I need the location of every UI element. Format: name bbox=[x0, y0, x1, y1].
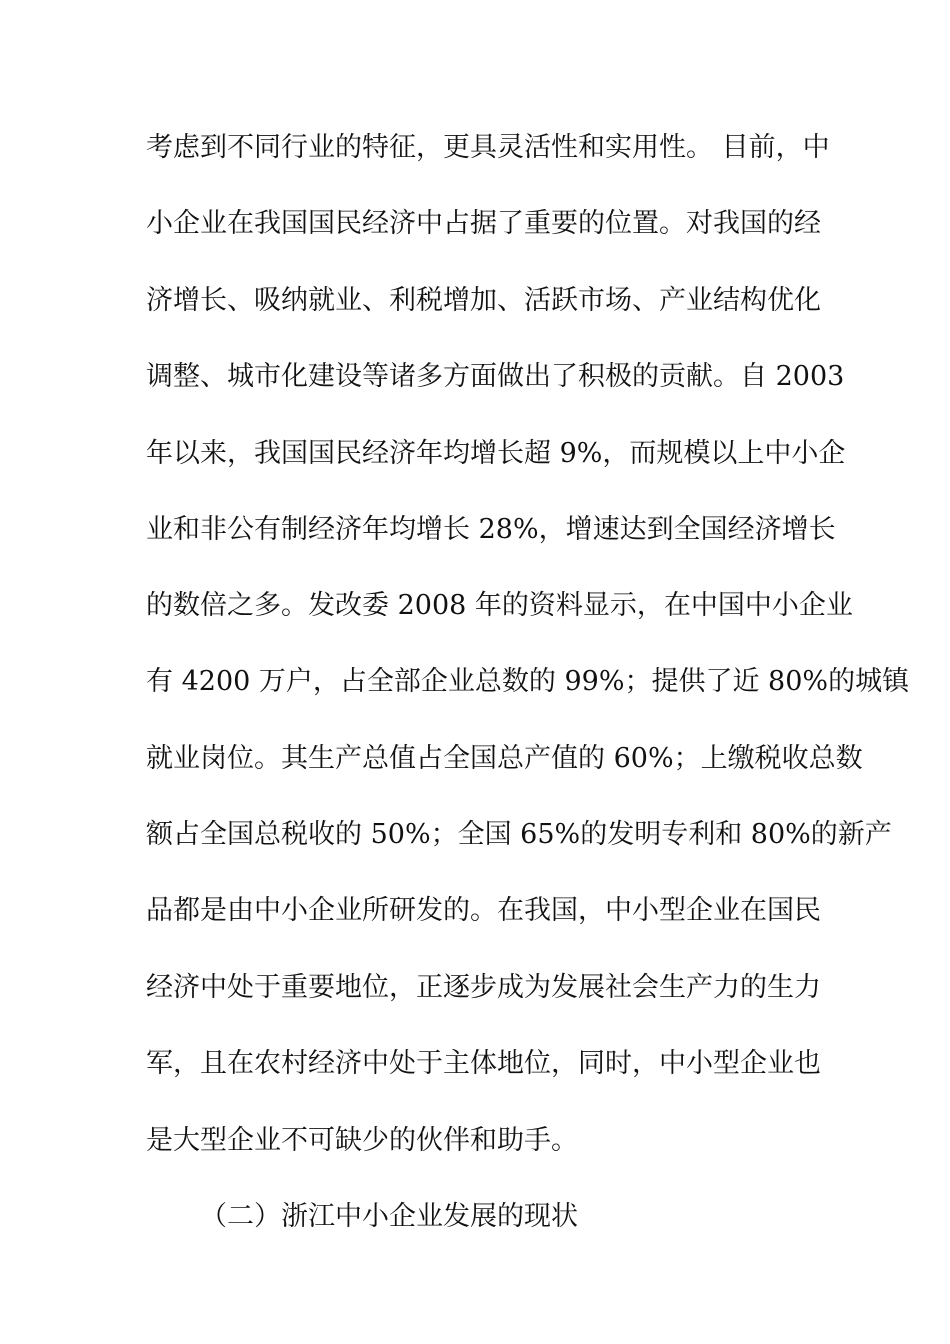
paragraph-line: 济增长、吸纳就业、利税增加、活跃市场、产业结构优化 bbox=[146, 285, 821, 316]
paragraph-line: 小企业在我国国民经济中占据了重要的位置。对我国的经 bbox=[146, 208, 821, 239]
section-heading: （二）浙江中小企业发展的现状 bbox=[200, 1201, 578, 1232]
paragraph-line: 年以来，我国国民经济年均增长超 9%，而规模以上中小企 bbox=[146, 438, 846, 469]
paragraph-line: 经济中处于重要地位，正逐步成为发展社会生产力的生力 bbox=[146, 972, 821, 1003]
paragraph-line: 就业岗位。其生产总值占全国总产值的 60%；上缴税收总数 bbox=[146, 743, 863, 774]
paragraph-line: 军，且在农村经济中处于主体地位，同时，中小型企业也 bbox=[146, 1048, 821, 1079]
paragraph-line: 调整、城市化建设等诸多方面做出了积极的贡献。自 2003 bbox=[146, 361, 845, 392]
paragraph-line: 的数倍之多。发改委 2008 年的资料显示，在中国中小企业 bbox=[146, 590, 853, 621]
paragraph-line: 是大型企业不可缺少的伙伴和助手。 bbox=[146, 1125, 578, 1156]
paragraph-line: 有 4200 万户，占全部企业总数的 99%；提供了近 80%的城镇 bbox=[146, 666, 910, 697]
paragraph-line: 业和非公有制经济年均增长 28%，增速达到全国经济增长 bbox=[146, 514, 836, 545]
paragraph-line: 考虑到不同行业的特征，更具灵活性和实用性。 目前，中 bbox=[146, 132, 830, 163]
paragraph-line: 额占全国总税收的 50%；全国 65%的发明专利和 80%的新产 bbox=[146, 819, 892, 850]
paragraph-line: 品都是由中小企业所研发的。在我国，中小型企业在国民 bbox=[146, 895, 821, 926]
